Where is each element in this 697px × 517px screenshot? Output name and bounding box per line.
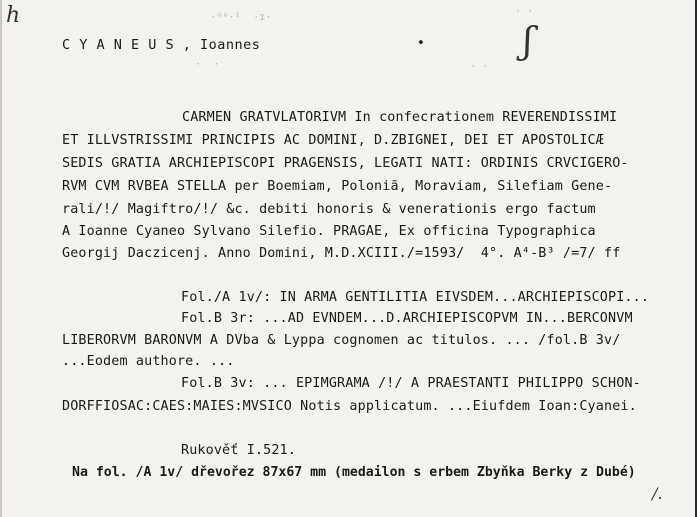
note-line: Fol.B 3v: ... EPIMGRAMA /!/ A PRAESTANTI PHILIPPO SCHON- [181,376,641,391]
rukovet-reference: Rukověť I.521. [181,443,296,458]
woodcut-footnote: Na fol. /A 1v/ dřevořez 87x67 mm (medailon s erbem Zbyňka Berky z Dubé) [72,465,636,480]
note-line: ...Eodem authore. ... [62,354,235,369]
corner-handwritten-mark: h [6,3,21,28]
note-line: Fol.B 3r: ...AD EVNDEM...D.ARCHIEPISCOPVM IN...BERCONVM [181,311,633,326]
title-line: Georgij Daczicenj. Anno Domini, M.D.XCIII./=1593/ 4°. A⁴-B³ /=7/ ff [62,246,621,261]
bottom-handwritten-mark: /. [652,484,663,503]
note-line: Fol./A 1v/: IN ARMA GENTILITIA EIVSDEM...ARCHIEPISCOPI... [181,290,650,305]
faint-mark-under-author: · · [195,59,220,70]
author-heading: C Y A N E U S , Ioannes [62,37,261,53]
right-handwritten-mark: ʃ [523,21,533,62]
title-line: ET ILLVSTRISSIMI PRINCIPIS AC DOMINI, D.ZBIGNEI, DEI ET APOSTOLICÆ [62,133,604,148]
title-line: A Ioanne Cyaneo Sylvano Silefio. PRAGAE, Ex officina Typographica [62,224,596,239]
title-line: rali/!/ Magiftro/!/ &c. debiti honoris & venerationis ergo factum [62,202,596,217]
title-line: CARMEN GRATVLATORIVM In confecrationem REVERENDISSIMI [182,110,618,125]
faint-mark-top-right: · · [515,6,534,17]
note-line: LIBERORVM BARONVM A DVba & Lyppa cognomen ac titulos. ... /fol.B 3v/ [62,333,621,348]
faint-mark-under-author-right: · · [470,61,489,72]
card-left-edge [0,0,2,517]
bullet-mark: • [417,36,425,51]
title-line: RVM CVM RVBEA STELLA per Boemiam, Poloniã, Moraviam, Silefiam Gene- [62,179,613,194]
title-line: SEDIS GRATIA ARCHIEPISCOPI PRAGENSIS, LEGATI NATI: ORDINIS CRVCIGERO- [62,156,629,171]
faint-mark-top: ·ᵈᵃ·ᴵ ·ɪ· [210,12,272,23]
note-line: DORFFIOSAC:CAES:MAIES:MVSICO Notis applicatum. ...Eiufdem Ioan:Cyanei. [62,399,637,414]
